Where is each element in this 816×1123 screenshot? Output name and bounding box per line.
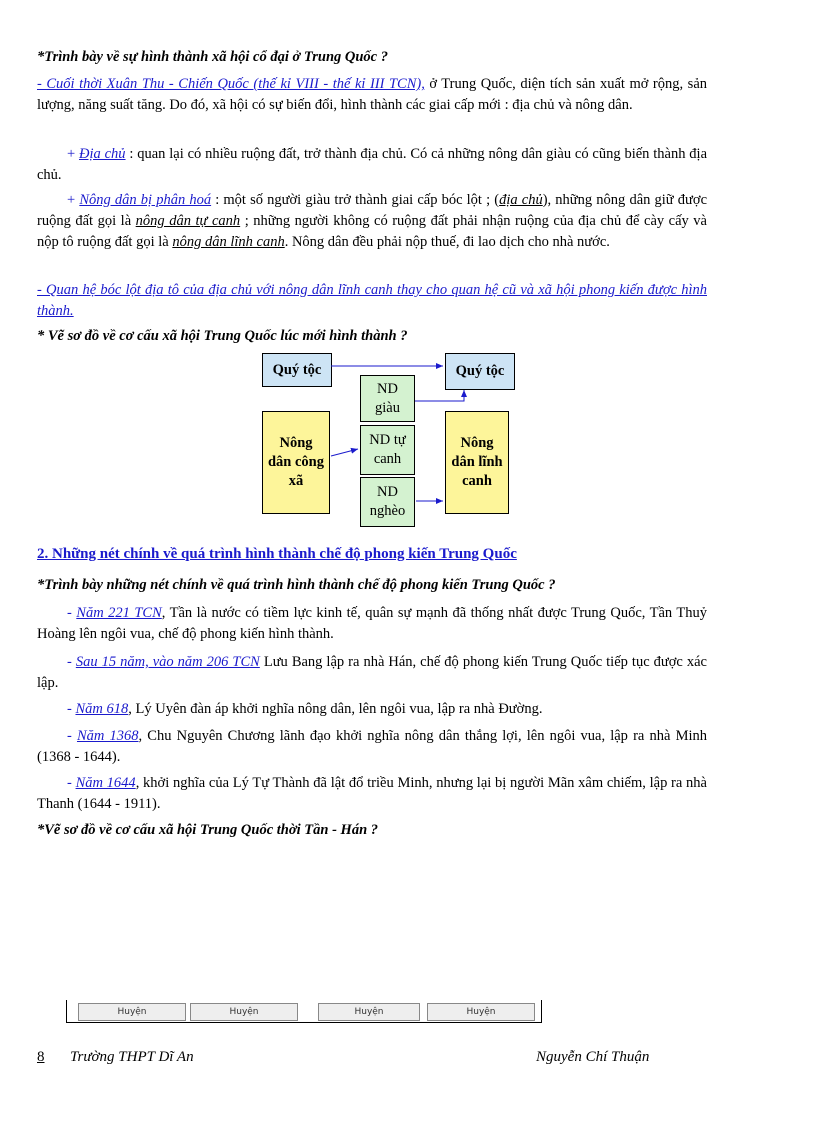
text: : một số người giàu trở thành giai cấp bóc lột ; ( [211,192,500,208]
item-text: , Chu Nguyên Chương lãnh đạo khởi nghĩa nông dân thắng lợi, lên ngôi vua, lập ra nhà Minh (1368 - 1644). [37,728,707,765]
link-year[interactable]: Sau 15 năm, vào năm 206 TCN [75,654,260,670]
footer-author: Nguyễn Chí Thuận [536,1049,650,1065]
timeline-item [37,726,707,768]
question-heading-1: *Trình bày về sự hình thành xã hội cổ đại ở Trung Quốc ? [37,49,388,65]
plus-marker: + [67,192,80,208]
footer-school: Trường THPT Dĩ An [70,1049,194,1065]
diagram-arrows [0,0,816,560]
item-text: Lưu Bang lập ra nhà Hán, chế độ phong kiến Trung Quốc tiếp tục được xác lập. [37,654,707,691]
table-right-edge [541,1000,542,1023]
dash: - [67,654,76,670]
box-nd-ngheo: ND nghèo [360,477,415,527]
box-nd-giau: ND giàu [360,375,415,422]
paragraph-dia-chu-text: : quan lại có nhiều ruộng đất, trở thành địa chủ. Có cả những nông dân giàu có cũng biến thành địa chủ. [37,146,708,183]
text: ), những nông dân giữ được ruộng đất gọi là [37,192,708,229]
link-quan-he[interactable]: - Quan hệ bóc lột địa tô của địa chủ với nông dân lĩnh canh thay cho quan hệ cũ và xã hội phong kiến được hình thành. [37,282,707,319]
timeline-item [37,699,707,720]
box-quy-toc-right: Quý tộc [445,353,515,390]
term-dia-chu: địa chủ [499,192,543,208]
plus-marker: + [67,146,80,162]
arrow-giau-to-quy-toc [415,390,464,401]
question-heading-2: * Vẽ sơ đồ về cơ cấu xã hội Trung Quốc lúc mới hình thành ? [37,328,408,344]
box-nong-dan-linh-canh: Nông dân lĩnh canh [445,411,509,514]
link-nong-dan-phan-hoa[interactable]: Nông dân bị phân hoá [79,192,212,208]
paragraph-1-text: ở Trung Quốc, diện tích sản xuất mở rộng, sản lượng, năng suất tăng. Do đó, xã hội có sự biến đổi, hình thành các giai cấp mới : địa chủ và nông dân. [37,76,708,113]
question-heading-4: *Vẽ sơ đồ về cơ cấu xã hội Trung Quốc thời Tần - Hán ? [37,822,379,838]
text: . Nông dân đều phải nộp thuế, đi lao dịch cho nhà nước. [284,234,610,250]
link-year[interactable]: Năm 221 TCN [76,605,162,621]
link-year[interactable]: Năm 1644 [75,775,136,791]
link-dia-chu[interactable]: Địa chủ [79,146,126,162]
table-left-edge [66,1000,67,1023]
timeline-item [37,603,707,645]
item-text: , khởi nghĩa của Lý Tự Thành đã lật đổ triều Minh, nhưng lại bị người Mãn xâm chiếm, lập ra nhà Thanh (1644 - 1911). [37,775,707,812]
cell-huyen: Huyện [78,1003,186,1021]
dash: - [67,701,76,717]
box-quy-toc-left: Quý tộc [262,353,332,387]
term-tu-canh: nông dân tự canh [135,213,241,229]
dash: - [67,775,76,791]
dash: - [67,605,77,621]
box-nd-tu-canh: ND tự canh [360,425,415,475]
question-heading-3: *Trình bày những nét chính về quá trình hình thành chế độ phong kiến Trung Quốc ? [37,577,556,593]
timeline-item [37,773,707,815]
item-text: , Tần là nước có tiềm lực kinh tế, quân sự mạnh đã thống nhất được Trung Quốc, Tần Thuỷ Hoàng lên ngôi vua, chế độ phong kiến hình thành. [37,605,707,642]
arrow-cong-xa-to-tu-canh [331,449,358,456]
table-baseline [66,1022,542,1023]
item-text: , Lý Uyên đàn áp khởi nghĩa nông dân, lên ngôi vua, lập ra nhà Đường. [128,701,543,717]
cell-huyen: Huyện [190,1003,298,1021]
section-2-heading: 2. Những nét chính về quá trình hình thành chế độ phong kiến Trung Quốc [37,546,517,562]
link-year[interactable]: Năm 1368 [76,728,139,744]
term-linh-canh: nông dân lĩnh canh [172,234,285,250]
page-number: 8 [37,1049,45,1065]
link-year[interactable]: Năm 618 [75,701,129,717]
dash: - [67,728,77,744]
cell-huyen: Huyện [427,1003,535,1021]
link-period[interactable]: - Cuối thời Xuân Thu - Chiến Quốc (thế kỉ VIII - thế kỉ III TCN), [37,76,425,92]
box-nong-dan-cong-xa: Nông dân công xã [262,411,330,514]
cell-huyen: Huyện [318,1003,420,1021]
timeline-item [37,652,707,694]
text: ; những người không có ruộng đất phải nhận ruộng của địa chủ để cày cấy và nộp tô ruộng đất gọi là [37,213,707,250]
